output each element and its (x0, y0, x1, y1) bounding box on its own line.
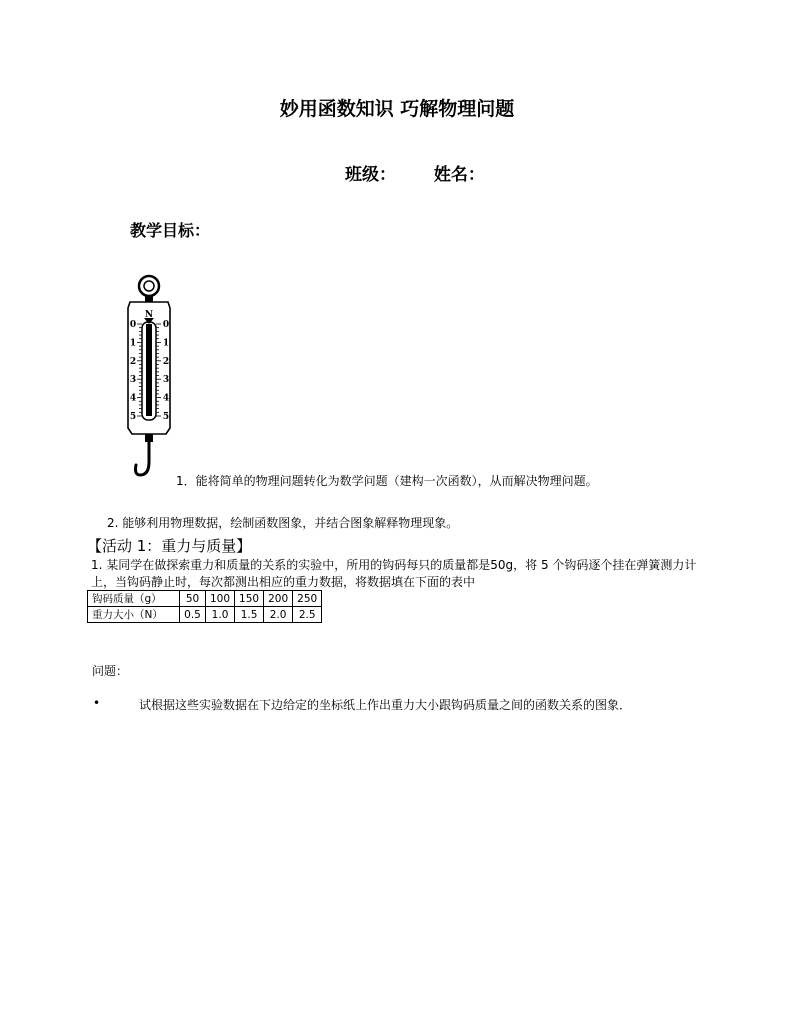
scale-unit-label: N (144, 310, 154, 320)
scale-tick-label: 1 (129, 338, 137, 349)
table-cell: 250 (293, 591, 322, 607)
objective-1: 1．能将简单的物理问题转化为数学问题（建构一次函数），从而解决物理问题。 (176, 474, 598, 488)
table-cell: 0.5 (180, 607, 206, 623)
scale-tick-label: 0 (162, 320, 170, 330)
name-label: 姓名： (433, 165, 485, 185)
scale-tick-label: 1 (162, 338, 170, 349)
table-row-label: 重力大小（N） (88, 607, 180, 623)
table-cell: 2.5 (293, 607, 322, 623)
activity-heading: 【活动 1：重力与质量】 (87, 537, 252, 555)
table-cell: 1.0 (206, 607, 235, 623)
scale-tick-label: 2 (162, 356, 170, 367)
goals-heading: 教学目标： (130, 221, 211, 240)
page-title: 妙用函数知识 巧解物理问题 (279, 98, 515, 120)
table-cell: 50 (180, 591, 206, 607)
scale-tick-label: 2 (129, 356, 137, 367)
class-name-line (345, 160, 485, 185)
table-cell: 200 (264, 591, 293, 607)
table-cell: 2.0 (264, 607, 293, 623)
scale-tick-label: 0 (129, 320, 137, 330)
table-cell: 150 (235, 591, 264, 607)
question-label: 问题： (92, 664, 129, 678)
spring-scale-illustration (120, 270, 180, 485)
table-row (88, 591, 322, 607)
scale-tick-label: 3 (129, 375, 137, 386)
scale-tick-label: 5 (162, 412, 170, 422)
bullet-icon: • (93, 696, 101, 710)
scale-tick-label: 4 (162, 393, 170, 404)
table-cell: 1.5 (235, 607, 264, 623)
table-cell: 100 (206, 591, 235, 607)
class-label: 班级： (345, 165, 396, 185)
scale-tick-label: 4 (129, 393, 137, 404)
scale-ring-inner (144, 281, 154, 291)
scale-tick-label: 5 (129, 412, 137, 422)
table-row (88, 607, 322, 623)
objective-2: 2. 能够利用物理数据，绘制函数图象，并结合图象解释物理现象。 (107, 516, 459, 530)
table-row-label: 钩码质量（g） (88, 591, 180, 607)
scale-tick-label: 3 (162, 375, 170, 386)
scale-spring (146, 324, 152, 416)
data-table (87, 590, 322, 623)
scale-hook (136, 442, 150, 475)
question-text: 试根据这些实验数据在下边给定的坐标纸上作出重力大小跟钩码质量之间的函数关系的图象． (139, 698, 632, 712)
scale-ring (139, 276, 159, 296)
scale-ring-neck (145, 295, 153, 302)
activity-paragraph: 1. 某同学在做探索重力和质量的关系的实验中，所用的钩码每只的质量都是50g，将 5 个钩码逐个挂在弹簧测力计上，当钩码静止时，每次都测出相应的重力数据，将数据填在下面的表中 (91, 558, 697, 589)
